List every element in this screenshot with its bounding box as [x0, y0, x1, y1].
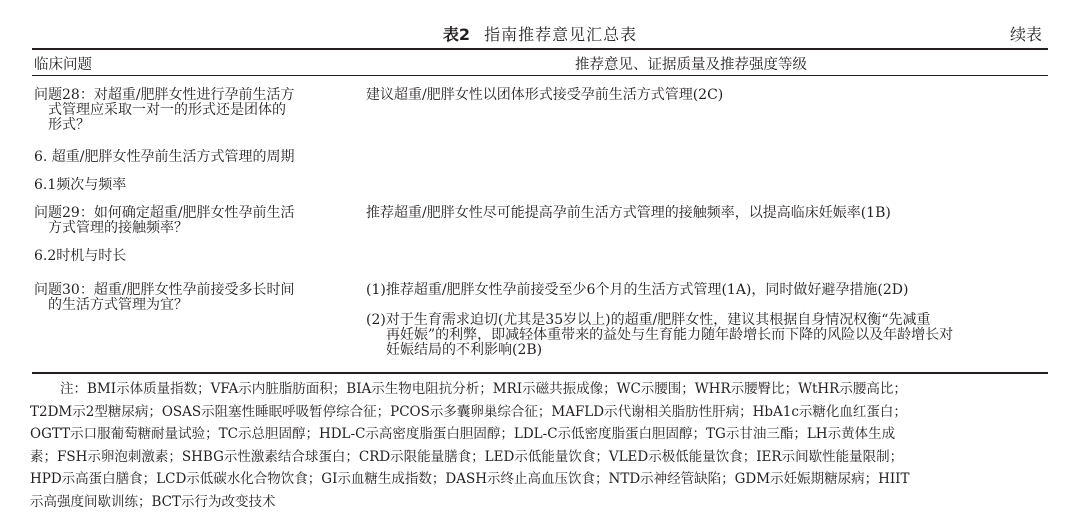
footnote-line-3: OGTT示口服葡萄糖耐量试验；TC示总胆固醇；HDL-C示高密度脂蛋白胆固醇；LDL-C示低密度脂蛋白胆固醇；TG示甘油三酯；LH示黄体生成	[30, 426, 896, 443]
question-28-line1: 问题28：对超重/肥胖女性进行孕前生活方	[34, 87, 295, 103]
question-30	[34, 283, 354, 313]
section-6-1-heading: 6.1频次与频率	[34, 177, 127, 193]
table-caption	[0, 22, 1080, 44]
table-footnote	[30, 378, 1052, 514]
footnote-line-5: HPD示高蛋白膳食；LCD示低碳水化合物饮食；GI示血糖生成指数；DASH示终止高血压饮食；NTD示神经管缺陷；GDM示妊娠期糖尿病；HIIT	[30, 471, 910, 488]
answer-30-2-line2: 再妊娠”的利弊，即减轻体重带来的益处与生育能力随年龄增长而下降的风险以及年龄增长对	[386, 327, 954, 343]
footnote-line-2: T2DM示2型糖尿病；OSAS示阻塞性睡眠呼吸暂停综合征；PCOS示多囊卵巢综合征；MAFLD示代谢相关脂肪性肝病；HbA1c示糖化血红蛋白；	[30, 403, 907, 420]
question-29-line1: 问题29：如何确定超重/肥胖女性孕前生活	[34, 205, 295, 221]
question-29-line2: 方式管理的接触频率？	[48, 220, 188, 236]
answer-30-1: (1)推荐超重/肥胖女性孕前接受至少6个月的生活方式管理(1A)，同时做好避孕措施(2D)	[366, 282, 909, 298]
question-30-line1: 问题30：超重/肥胖女性孕前接受多长时间	[34, 282, 295, 298]
section-6-2-heading: 6.2时机与时长	[34, 248, 127, 264]
question-29	[34, 206, 354, 236]
section-6-heading: 6. 超重/肥胖女性孕前生活方式管理的周期	[34, 149, 295, 165]
footnote-line-1: 注：BMI示体质量指数；VFA示内脏脂肪面积；BIA示生物电阻抗分析；MRI示磁共振成像；WC示腰围；WHR示腰臀比；WtHR示腰高比；	[60, 381, 907, 397]
table-number: 表2	[442, 25, 471, 44]
question-28-line2: 式管理应采取一对一的形式还是团体的	[48, 102, 286, 118]
table-bottom-rule	[32, 372, 1048, 374]
question-28	[34, 88, 354, 133]
table-header-rule	[32, 75, 1048, 76]
question-28-line3: 形式？	[48, 117, 90, 133]
answer-30-2-line1: (2)对于生育需求迫切(尤其是35岁以上)的超重/肥胖女性，建议其根据自身情况权衡“先减重	[366, 312, 931, 328]
footnote-line-6: 示高强度间歇训练；BCT示行为改变技术	[30, 493, 276, 510]
answer-28: 建议超重/肥胖女性以团体形式接受孕前生活方式管理(2C)	[366, 87, 724, 103]
header-clinical-question: 临床问题	[34, 57, 92, 73]
table-name: 指南推荐意见汇总表	[484, 25, 638, 44]
question-30-line2: 的生活方式管理为宜？	[48, 297, 188, 313]
continued-label: 续表	[1009, 25, 1042, 44]
answer-30-2	[366, 313, 1046, 358]
table-title	[0, 22, 1080, 45]
footnote-line-4: 素；FSH示卵泡刺激素；SHBG示性激素结合球蛋白；CRD示限能量膳食；LED示低能量饮食；VLED示极低能量饮食；IER示间歇性能量限制；	[30, 448, 904, 465]
answer-30-2-line3: 妊娠结局的不利影响(2B)	[386, 342, 543, 358]
header-recommendation: 推荐意见、证据质量及推荐强度等级	[575, 57, 807, 73]
answer-29: 推荐超重/肥胖女性尽可能提高孕前生活方式管理的接触频率，以提高临床妊娠率(1B)	[366, 205, 891, 221]
table-top-rule	[32, 48, 1048, 50]
